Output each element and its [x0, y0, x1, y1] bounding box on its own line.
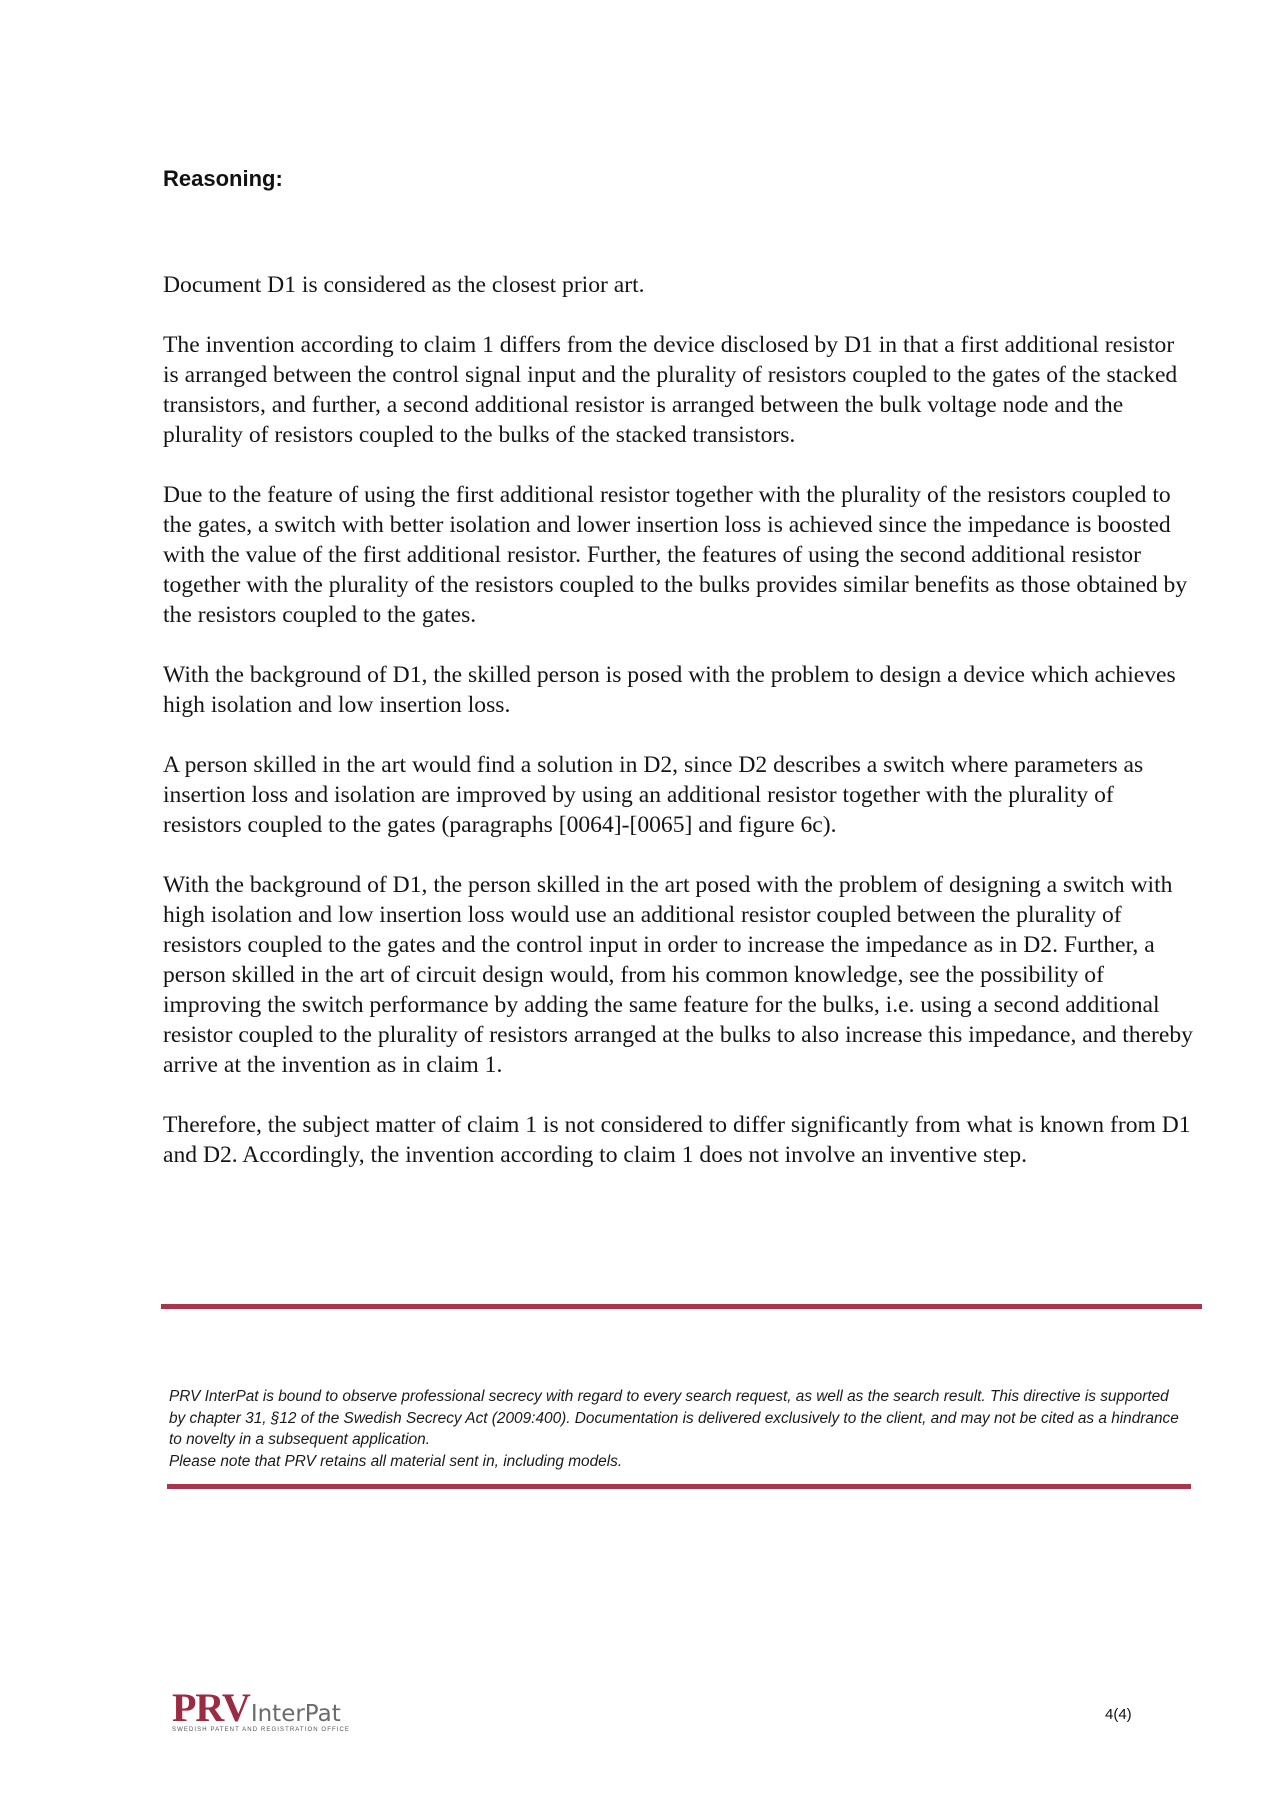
- reasoning-body: [163, 270, 1193, 1200]
- divider-top: [161, 1304, 1202, 1309]
- paragraph: The invention according to claim 1 differs from the device disclosed by D1 in that a first additional resistor is arranged between the control signal input and the plurality of resistors coupled to the gates of the stacked transistors, and further, a second additional resistor is arranged between the bulk voltage node and the plurality of resistors coupled to the bulks of the stacked transistors.: [163, 332, 1178, 448]
- paragraph: Document D1 is considered as the closest prior art.: [163, 272, 645, 298]
- page-number: 4(4): [1105, 1706, 1132, 1723]
- secrecy-notice: [169, 1386, 1179, 1472]
- prv-interpat-logo: [172, 1685, 351, 1738]
- paragraph: With the background of D1, the person skilled in the art posed with the problem of designing a switch with high isolation and low insertion loss would use an additional resistor coupled between the plurality of resistors coupled to the gates and the control input in order to increase the impedance as in D2. Further, a person skilled in the art of circuit design would, from his common knowledge, see the possibility of improving the switch performance by adding the same feature for the bulks, i.e. using a second additional resistor coupled to the plurality of resistors arranged at the bulks to also increase this impedance, and thereby arrive at the invention as in claim 1.: [163, 872, 1193, 1078]
- logo-subtitle: SWEDISH PATENT AND REGISTRATION OFFICE: [172, 1727, 351, 1733]
- logo-word: InterPat: [250, 1701, 341, 1727]
- paragraph: Therefore, the subject matter of claim 1 is not considered to differ significantly from what is known from D1 and D2. Accordingly, the invention according to claim 1 does not involve an inventive step.: [163, 1112, 1191, 1168]
- paragraph: Due to the feature of using the first additional resistor together with the plurality of the resistors coupled to the gates, a switch with better isolation and lower insertion loss is achieved since the impedance is boosted with the value of the first additional resistor. Further, the features of using the second additional resistor together with the plurality of the resistors coupled to the bulks provides similar benefits as those obtained by the resistors coupled to the gates.: [163, 482, 1188, 628]
- divider-bottom: [167, 1484, 1191, 1489]
- paragraph: A person skilled in the art would find a solution in D2, since D2 describes a switch where parameters as insertion loss and isolation are improved by using an additional resistor together with the plurality of resistors coupled to the gates (paragraphs [0064]-[0065] and figure 6c).: [163, 752, 1144, 838]
- section-heading: Reasoning:: [163, 166, 283, 191]
- retention-notice-text: Please note that PRV retains all material sent in, including models.: [169, 1452, 623, 1470]
- logo-mark: PRV: [172, 1685, 250, 1730]
- secrecy-notice-text: PRV InterPat is bound to observe professional secrecy with regard to every search request, as well as the search result. This directive is supported by chapter 31, §12 of the Swedish Secrecy Act (2009:400). Documentation is delivered exclusively to the client, and may not be cited as a hindrance to novelty in a subsequent application.: [169, 1388, 1179, 1448]
- paragraph: With the background of D1, the skilled person is posed with the problem to design a device which achieves high isolation and low insertion loss.: [163, 662, 1176, 718]
